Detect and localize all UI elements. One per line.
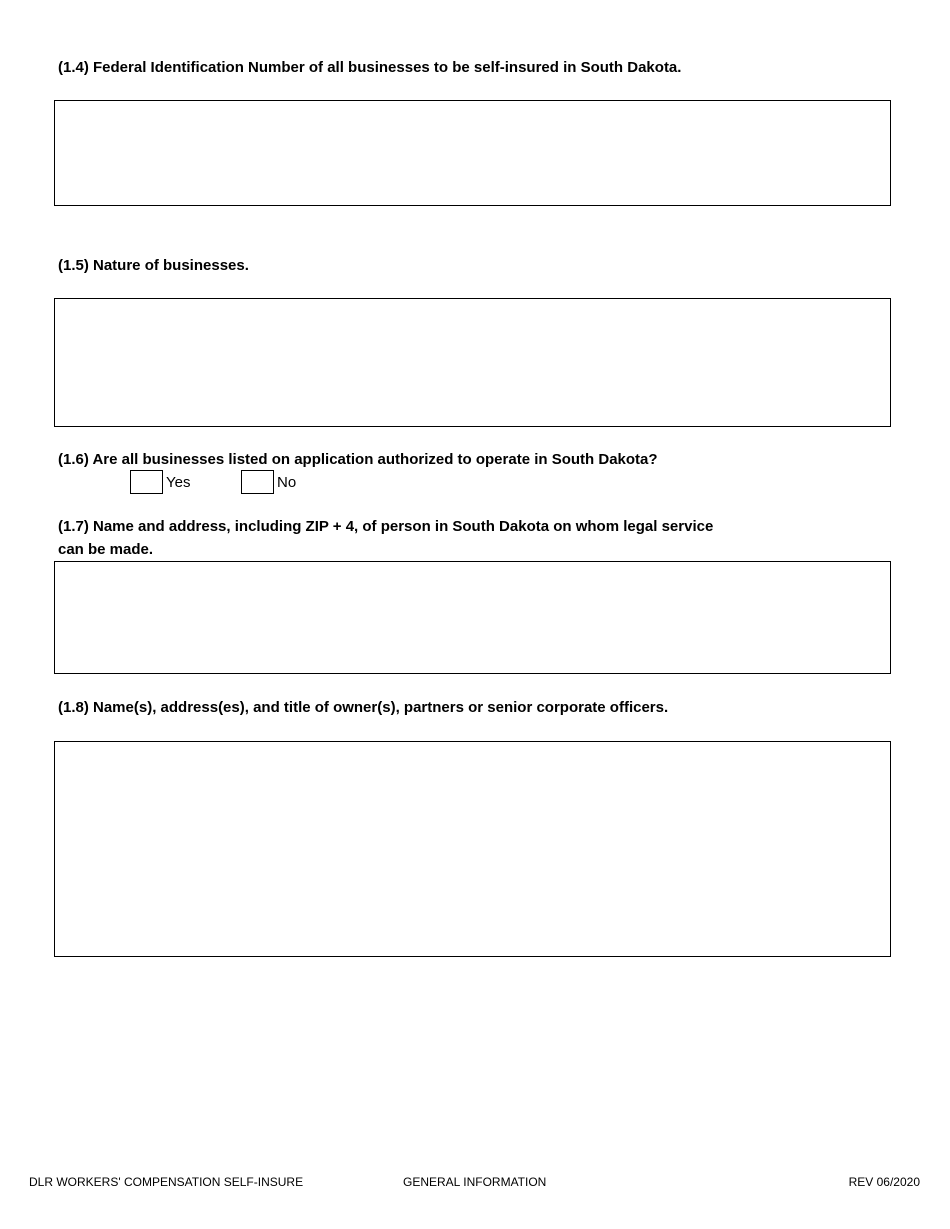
footer-form-name: DLR WORKERS' COMPENSATION SELF-INSURE — [29, 1175, 304, 1189]
owners-officers-field[interactable] — [54, 741, 891, 957]
no-checkbox[interactable] — [241, 470, 274, 494]
legal-service-contact-field[interactable] — [54, 561, 891, 674]
question-1-8-label: (1.8) Name(s), address(es), and title of owner(s), partners or senior corporate officers. — [58, 699, 669, 716]
footer-section-name: GENERAL INFORMATION — [403, 1175, 547, 1189]
yes-option-label: Yes — [166, 473, 191, 491]
yes-option[interactable] — [130, 470, 190, 494]
footer-revision: REV 06/2020 — [848, 1175, 920, 1189]
question-1-7-label-line2: can be made. — [58, 541, 154, 558]
question-1-5-label: (1.5) Nature of businesses. — [58, 257, 249, 274]
yes-checkbox[interactable] — [130, 470, 163, 494]
question-1-4-label: (1.4) Federal Identification Number of all businesses to be self-insured in South Dakota. — [58, 59, 682, 76]
question-1-6-label: (1.6) Are all businesses listed on application authorized to operate in South Dakota? — [58, 451, 658, 468]
question-1-7-label-line1: (1.7) Name and address, including ZIP + 4, of person in South Dakota on whom legal service — [58, 518, 714, 535]
federal-id-number-field[interactable] — [54, 100, 891, 206]
no-option[interactable] — [241, 470, 296, 494]
no-option-label: No — [277, 473, 297, 491]
nature-of-businesses-field[interactable] — [54, 298, 891, 427]
